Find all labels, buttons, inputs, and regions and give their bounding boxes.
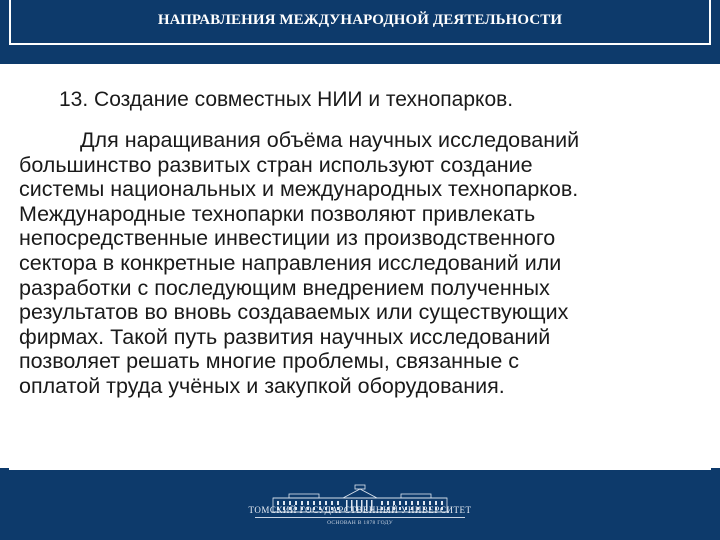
header-frame [9, 0, 711, 45]
university-name: ТОМСКИЙ ГОСУДАРСТВЕННЫЙ УНИВЕРСИТЕТ [248, 505, 472, 515]
footer-bar [0, 468, 720, 540]
body-paragraph [19, 128, 709, 399]
paragraph-line: результатов во вновь создаваемых или существующих [19, 300, 569, 325]
slide-content [19, 88, 709, 399]
paragraph-line: оплатой труда учёных и закупкой оборудования. [19, 373, 505, 398]
paragraph-line: большинство развитых стран используют создание [19, 152, 533, 177]
header-bar [0, 0, 720, 64]
founded-caption: ОСНОВАН В 1878 ГОДУ [327, 520, 393, 526]
footer-divider [9, 468, 711, 470]
paragraph-line: разработки с последующим внедрением полученных [19, 275, 550, 300]
section-heading: 13. Создание совместных НИИ и технопарков. [59, 88, 514, 111]
paragraph-line: системы национальных и международных технопарков. [19, 177, 579, 202]
footer-rule [255, 517, 465, 518]
paragraph-line: позволяет решать многие проблемы, связанные с [19, 349, 520, 374]
paragraph-line: Для наращивания объёма научных исследований [80, 128, 580, 152]
paragraph-line: сектора в конкретные направления исследований или [19, 250, 562, 275]
paragraph-line: фирмах. Такой путь развития научных исследований [19, 324, 551, 349]
slide-title: НАПРАВЛЕНИЯ МЕЖДУНАРОДНОЙ ДЕЯТЕЛЬНОСТИ [157, 12, 563, 28]
paragraph-line: Международные технопарки позволяют привлекать [19, 201, 536, 226]
paragraph-line: непосредственные инвестиции из производственного [19, 226, 556, 251]
